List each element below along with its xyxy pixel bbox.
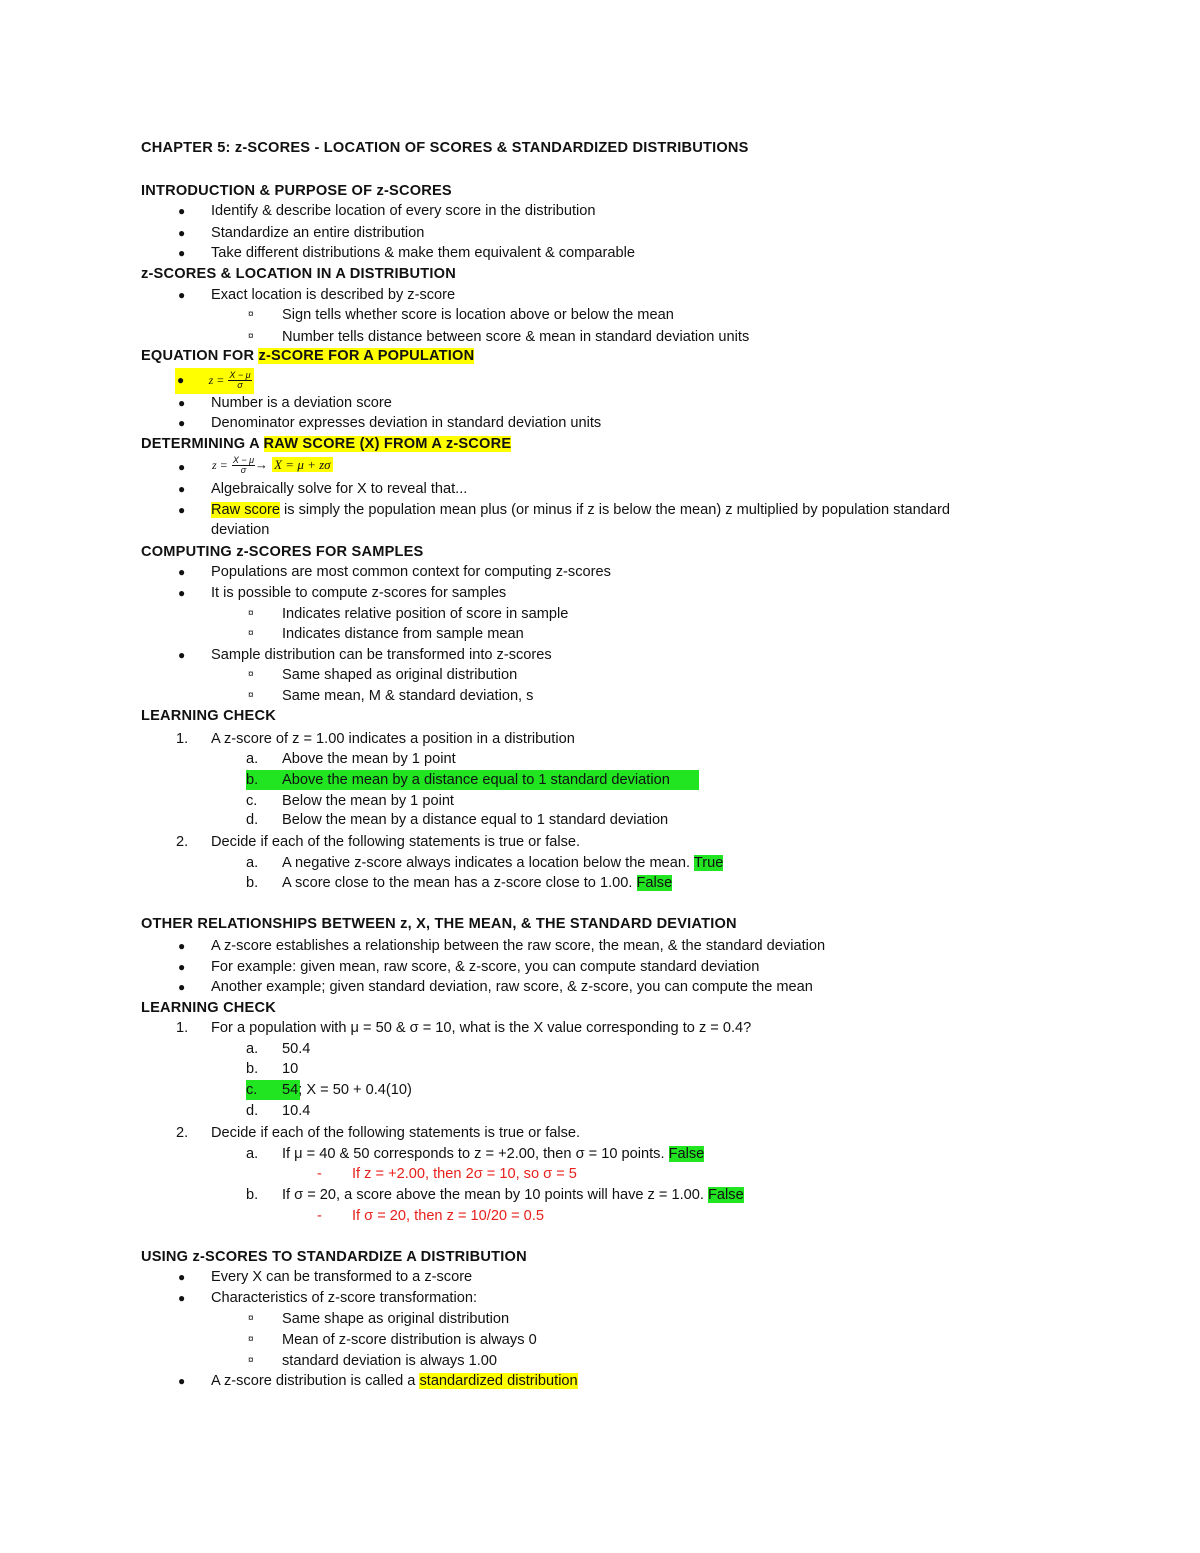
bullet: ● bbox=[178, 960, 186, 974]
question: For a population with μ = 50 & σ = 10, what is the X value corresponding to z = 0.4? bbox=[211, 1020, 752, 1036]
option-letter: b. bbox=[246, 772, 259, 788]
option-letter: d. bbox=[246, 812, 259, 828]
highlight-standardized: standardized distribution bbox=[419, 1373, 578, 1389]
option-letter: b. bbox=[246, 1061, 259, 1077]
sub-list-item: Indicates distance from sample mean bbox=[282, 626, 524, 642]
formula-row bbox=[175, 368, 254, 394]
formula-row bbox=[212, 455, 333, 481]
sub-list-item: Sign tells whether score is location above or below the mean bbox=[282, 307, 674, 323]
statement bbox=[282, 1144, 704, 1164]
sub-bullet: ¤ bbox=[248, 628, 254, 639]
section-heading-raw-score bbox=[141, 434, 511, 454]
list-item: Sample distribution can be transformed into z-scores bbox=[211, 647, 552, 663]
working: X = 50 + 0.4(10) bbox=[302, 1082, 412, 1098]
list-item: Another example; given standard deviation, raw score, & z-score, you can compute the mean bbox=[211, 979, 813, 995]
sub-list-item: Indicates relative position of score in sample bbox=[282, 606, 569, 622]
sub-bullet: ¤ bbox=[248, 690, 254, 701]
list-item: Populations are most common context for computing z-scores bbox=[211, 564, 611, 580]
bullet: ● bbox=[178, 416, 186, 430]
heading-prefix: EQUATION FOR bbox=[141, 348, 259, 364]
section-heading-equation bbox=[141, 346, 474, 366]
list-item: Algebraically solve for X to reveal that... bbox=[211, 481, 468, 497]
sub-bullet: ¤ bbox=[248, 1313, 254, 1324]
chapter-title: CHAPTER 5: z-SCORES - LOCATION OF SCORES & STANDARDIZED DISTRIBUTIONS bbox=[141, 140, 749, 156]
text: A z-score distribution is called a bbox=[211, 1373, 420, 1389]
sub-bullet: ¤ bbox=[248, 331, 254, 342]
section-heading-learning-check: LEARNING CHECK bbox=[141, 708, 276, 724]
bullet: ● bbox=[178, 204, 186, 218]
sub-bullet: ¤ bbox=[248, 608, 254, 619]
option-letter: a. bbox=[246, 855, 259, 871]
heading-prefix: DETERMINING A bbox=[141, 436, 264, 452]
list-item: Every X can be transformed to a z-score bbox=[211, 1269, 473, 1285]
list-item bbox=[211, 1371, 578, 1391]
bullet: ● bbox=[178, 980, 186, 994]
list-item-continued: deviation bbox=[211, 522, 270, 538]
bullet: ● bbox=[178, 1374, 186, 1388]
bullet: ● bbox=[178, 482, 186, 496]
sub-bullet: ¤ bbox=[248, 1355, 254, 1366]
option: Below the mean by 1 point bbox=[282, 793, 454, 809]
list-item: Take different distributions & make them equivalent & comparable bbox=[211, 245, 635, 261]
section-heading-standardize: USING z-SCORES TO STANDARDIZE A DISTRIBUTION bbox=[141, 1249, 527, 1265]
question: A z-score of z = 1.00 indicates a position in a distribution bbox=[211, 731, 575, 747]
list-item: For example: given mean, raw score, & z-score, you can compute standard deviation bbox=[211, 959, 760, 975]
option-letter: c. bbox=[246, 793, 258, 809]
explanation-note: If σ = 20, then z = 10/20 = 0.5 bbox=[352, 1208, 544, 1224]
section-heading-samples: COMPUTING z-SCORES FOR SAMPLES bbox=[141, 544, 424, 560]
heading-highlight: RAW SCORE (X) FROM A z-SCORE bbox=[263, 436, 512, 452]
sub-list-item: Number tells distance between score & mean in standard deviation units bbox=[282, 329, 750, 345]
option: 50.4 bbox=[282, 1041, 311, 1057]
question: Decide if each of the following statements is true or false. bbox=[211, 834, 581, 850]
sub-list-item: Mean of z-score distribution is always 0 bbox=[282, 1332, 537, 1348]
option: Below the mean by a distance equal to 1 standard deviation bbox=[282, 812, 669, 828]
explanation-note: If z = +2.00, then 2σ = 10, so σ = 5 bbox=[352, 1166, 577, 1182]
heading-highlight: z-SCORE FOR A POPULATION bbox=[258, 348, 475, 364]
formula-fraction bbox=[232, 456, 255, 475]
statement bbox=[282, 853, 723, 873]
section-heading-location: z-SCORES & LOCATION IN A DISTRIBUTION bbox=[141, 266, 456, 282]
sub-list-item: Same shaped as original distribution bbox=[282, 667, 518, 683]
section-heading-intro: INTRODUCTION & PURPOSE OF z-SCORES bbox=[141, 183, 452, 199]
number: 1. bbox=[176, 731, 189, 747]
statement bbox=[282, 873, 672, 893]
dash-marker: - bbox=[317, 1166, 322, 1182]
option-letter: a. bbox=[246, 1041, 259, 1057]
list-item: Number is a deviation score bbox=[211, 395, 392, 411]
sub-bullet: ¤ bbox=[248, 1334, 254, 1345]
statement bbox=[282, 1185, 744, 1205]
sub-list-item: Same mean, M & standard deviation, s bbox=[282, 688, 534, 704]
bullet: ● bbox=[178, 939, 186, 953]
text: If μ = 40 & 50 corresponds to z = +2.00, then σ = 10 points. bbox=[282, 1146, 669, 1162]
bullet: ● bbox=[178, 1270, 186, 1284]
list-item: Standardize an entire distribution bbox=[211, 225, 425, 241]
section-heading-learning-check: LEARNING CHECK bbox=[141, 1000, 276, 1016]
question: Decide if each of the following statements is true or false. bbox=[211, 1125, 581, 1141]
list-item: It is possible to compute z-scores for samples bbox=[211, 585, 507, 601]
option: 10 bbox=[282, 1061, 299, 1077]
option-letter: a. bbox=[246, 751, 259, 767]
answer-value: 54; bbox=[282, 1082, 303, 1098]
list-item: Denominator expresses deviation in standard deviation units bbox=[211, 415, 602, 431]
formula-fraction bbox=[228, 371, 251, 390]
bullet: ● bbox=[178, 226, 186, 240]
option-letter: b. bbox=[246, 875, 259, 891]
bullet: ● bbox=[177, 373, 185, 387]
list-item: A z-score establishes a relationship between the raw score, the mean, & the standard deviation bbox=[211, 938, 826, 954]
option-letter: a. bbox=[246, 1146, 259, 1162]
text: A negative z-score always indicates a location below the mean. bbox=[282, 855, 694, 871]
option-letter: c. bbox=[246, 1082, 258, 1098]
option-letter: d. bbox=[246, 1103, 259, 1119]
formula-denominator: σ bbox=[240, 464, 247, 475]
answer-badge: True bbox=[693, 855, 724, 871]
list-item: Identify & describe location of every score in the distribution bbox=[211, 203, 596, 219]
bullet: ● bbox=[178, 565, 186, 579]
formula-numerator: X − μ bbox=[232, 454, 255, 465]
formula-result: X = μ + zσ bbox=[274, 457, 331, 472]
option: 10.4 bbox=[282, 1103, 311, 1119]
highlight-raw-score: Raw score bbox=[211, 502, 280, 518]
sub-bullet: ¤ bbox=[248, 309, 254, 320]
text: If σ = 20, a score above the mean by 10 points will have z = 1.00. bbox=[282, 1187, 708, 1203]
answer-badge: False bbox=[708, 1187, 744, 1203]
formula-highlight bbox=[175, 368, 254, 394]
text: is simply the population mean plus (or minus if z is below the mean) z multiplied by population standard bbox=[279, 502, 950, 518]
arrow: → bbox=[255, 457, 269, 472]
bullet: ● bbox=[178, 288, 186, 302]
section-heading-relationships: OTHER RELATIONSHIPS BETWEEN z, X, THE MEAN, & THE STANDARD DEVIATION bbox=[141, 916, 737, 932]
text: A score close to the mean has a z-score close to 1.00. bbox=[282, 875, 637, 891]
sub-bullet: ¤ bbox=[248, 669, 254, 680]
bullet: ● bbox=[178, 396, 186, 410]
bullet: ● bbox=[178, 648, 186, 662]
dash-marker: - bbox=[317, 1208, 322, 1224]
formula-lhs: z = bbox=[212, 458, 228, 472]
sub-list-item: Same shape as original distribution bbox=[282, 1311, 510, 1327]
list-item: Exact location is described by z-score bbox=[211, 287, 456, 303]
list-item: Characteristics of z-score transformation: bbox=[211, 1290, 478, 1306]
formula-denominator: σ bbox=[237, 379, 243, 390]
list-item bbox=[211, 500, 950, 520]
sub-list-item: standard deviation is always 1.00 bbox=[282, 1353, 497, 1369]
option: Above the mean by 1 point bbox=[282, 751, 456, 767]
answer-badge: False bbox=[636, 875, 673, 891]
formula-lhs: z = bbox=[208, 373, 225, 387]
answer-badge: False bbox=[668, 1146, 705, 1162]
formula-numerator: X − μ bbox=[229, 369, 251, 380]
number: 2. bbox=[176, 834, 189, 850]
bullet: ● bbox=[178, 586, 186, 600]
bullet: ● bbox=[178, 460, 186, 474]
number: 2. bbox=[176, 1125, 189, 1141]
bullet: ● bbox=[178, 246, 186, 260]
number: 1. bbox=[176, 1020, 189, 1036]
option-correct bbox=[282, 1080, 412, 1100]
bullet: ● bbox=[178, 503, 186, 517]
option-correct: Above the mean by a distance equal to 1 standard deviation bbox=[282, 772, 670, 788]
option-letter: b. bbox=[246, 1187, 259, 1203]
bullet: ● bbox=[178, 1291, 186, 1305]
